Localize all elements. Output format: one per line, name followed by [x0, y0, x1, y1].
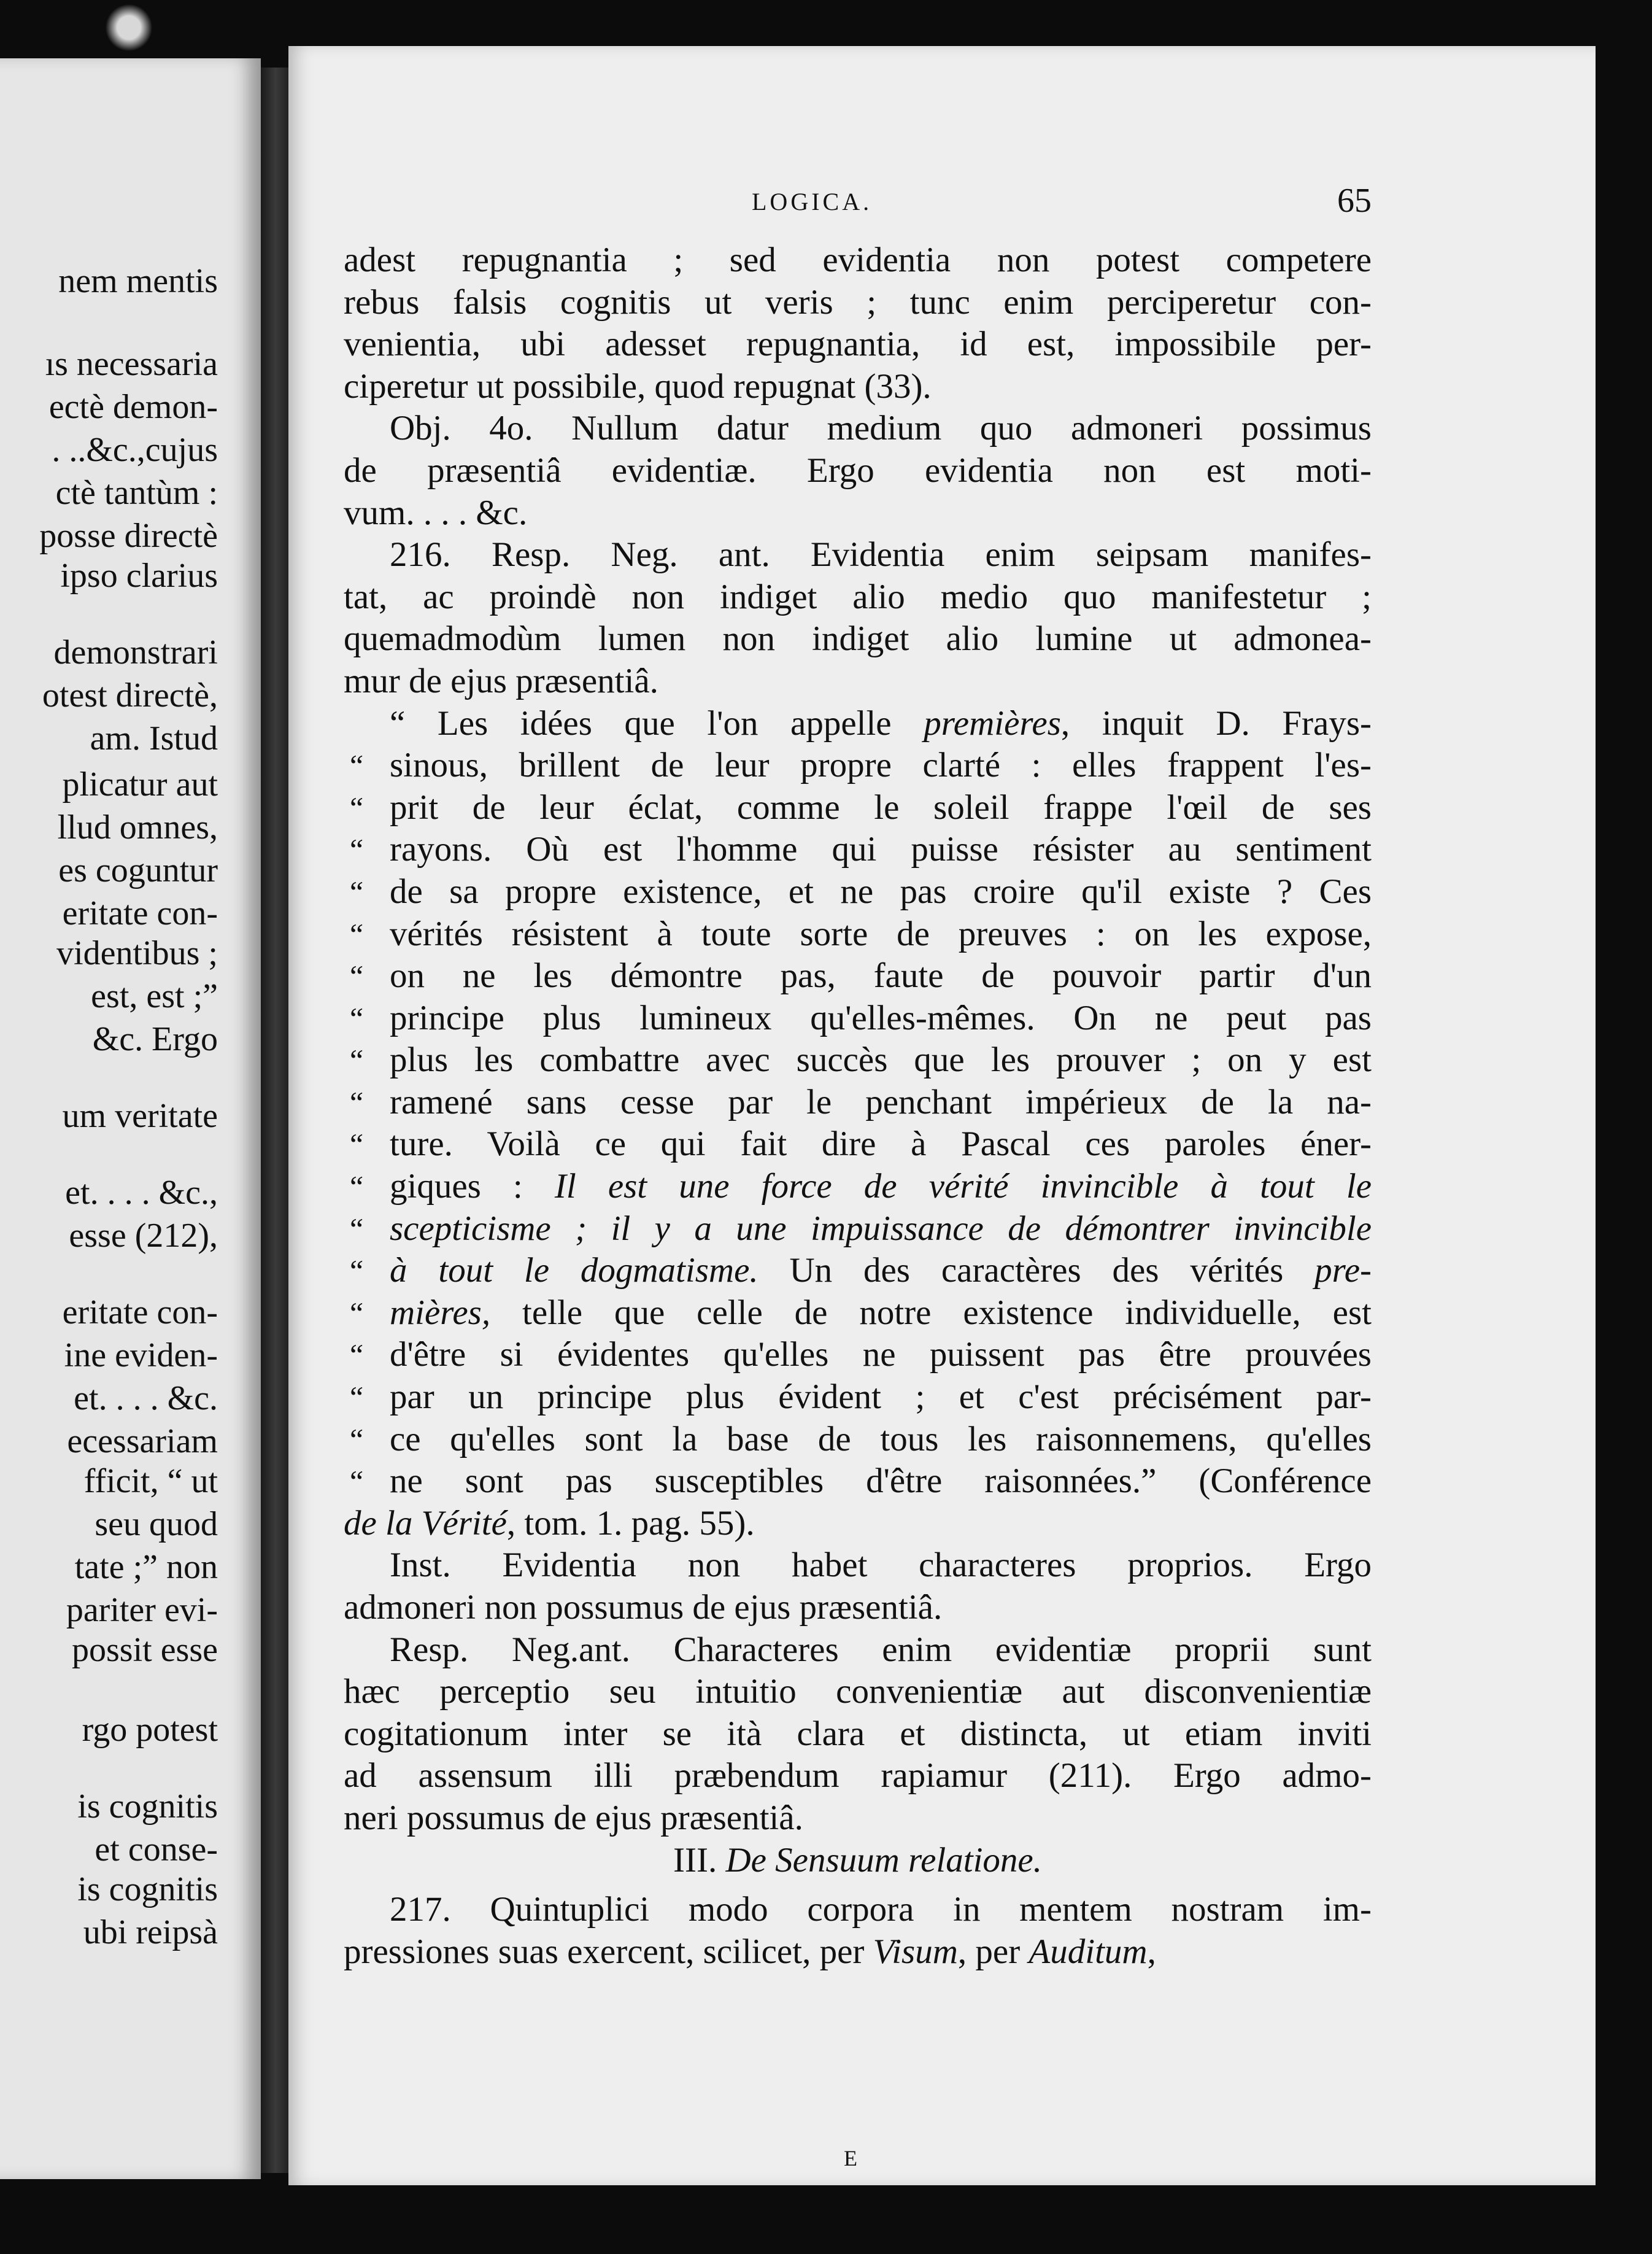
body-line	[344, 1208, 1372, 1250]
body-line: “ on ne les démontre pas, faute de pouvoir partir d'un	[344, 955, 1372, 997]
body-line: “ sinous, brillent de leur propre clarté : elles frappent l'es-	[344, 745, 1372, 787]
running-head: LOGICA.	[752, 188, 873, 215]
left-page-line: possit esse	[72, 1631, 218, 1669]
italic-text: à tout le dogmatisme.	[390, 1251, 758, 1290]
body-line: adest repugnantia ; sed evidentia non potest competere	[344, 241, 1372, 279]
body-line: “ d'être si évidentes qu'elles ne puissent pas être prouvées	[344, 1334, 1372, 1376]
body-line: de præsentiâ evidentiæ. Ergo evidentia non est moti-	[344, 451, 1372, 490]
left-page-line: ine eviden-	[64, 1336, 218, 1374]
body-line: tat, ac proindè non indiget alio medio quo manifestetur ;	[344, 577, 1372, 616]
left-page-line: rgo potest	[82, 1711, 218, 1749]
body-line: “ mières, telle que celle de notre existence individuelle, est	[344, 1292, 1372, 1334]
left-page-line: est, est ;”	[91, 977, 218, 1015]
body-line: mur de ejus præsentiâ.	[344, 661, 658, 700]
body-line: “ giques : Il est une force de vérité invincible à tout le	[344, 1166, 1372, 1208]
left-page-line: ecessariam	[67, 1422, 218, 1460]
body-line: “ plus les combattre avec succès que les prouver ; on y est	[344, 1039, 1372, 1082]
italic-text: mières,	[390, 1293, 491, 1332]
italic-text: scepticisme ; il y a une impuissance de démontrer invincible	[390, 1209, 1372, 1248]
left-page-line: pariter evi-	[66, 1591, 218, 1629]
left-page-line: et conse-	[95, 1830, 218, 1869]
body-line: venientia, ubi adesset repugnantia, id est, impossibile per-	[344, 325, 1372, 364]
body-line: “ vérités résistent à toute sorte de preuves : on les expose,	[344, 913, 1372, 956]
body-line: ad assensum illi præbendum rapiamur (211). Ergo admo-	[344, 1756, 1372, 1795]
body-line: hæc perceptio seu intuitio convenientiæ aut disconvenientiæ	[344, 1672, 1372, 1711]
left-page-line: fficit, “ ut	[83, 1462, 218, 1500]
body-line: “ ture. Voilà ce qui fait dire à Pascal ces paroles éner-	[344, 1123, 1372, 1166]
left-page-line: et. . . . &c.,	[65, 1174, 218, 1212]
body-line: ciperetur ut possibile, quod repugnat (33).	[344, 366, 932, 406]
body-line: 216. Resp. Neg. ant. Evidentia enim seipsam manifes-	[390, 535, 1372, 575]
printer-signature-mark: E	[844, 2146, 857, 2171]
left-page-line: . ..&c.,cujus	[52, 431, 218, 469]
left-page-line: ipso clarius	[60, 557, 218, 595]
left-page-line: nem mentis	[58, 262, 218, 300]
italic-text: Auditum	[1029, 1932, 1148, 1971]
left-page-line: otest directè,	[42, 676, 218, 715]
left-page-line: ubi reipsà	[83, 1913, 218, 1951]
left-page-line: seu quod	[95, 1505, 218, 1543]
left-page-line: ctè tantùm :	[55, 474, 218, 512]
body-line: “ de sa propre existence, et ne pas croire qu'il existe ? Ces	[344, 871, 1372, 913]
body-line: rebus falsis cognitis ut veris ; tunc enim perciperetur con-	[344, 282, 1372, 322]
italic-text: Il est une force de vérité invincible à tout le	[554, 1167, 1372, 1206]
page-body-text	[344, 239, 1372, 1973]
left-page-line: videntibus ;	[56, 934, 218, 972]
torn-paper-corner	[101, 0, 156, 55]
left-page-line: am. Istud	[90, 719, 218, 757]
body-line: “ rayons. Où est l'homme qui puisse résister au sentiment	[344, 829, 1372, 871]
italic-text: pre-	[1314, 1251, 1372, 1290]
body-line: quemadmodùm lumen non indiget alio lumine ut admonea-	[344, 619, 1372, 659]
body-line: Resp. Neg.ant. Characteres enim evidentiæ proprii sunt	[390, 1630, 1372, 1669]
page-number: 65	[1337, 182, 1372, 220]
body-line: Obj. 4o. Nullum datur medium quo admoneri possimus	[390, 409, 1372, 448]
body-line: vum. . . . &c.	[344, 493, 528, 532]
left-page-line: tate ;” non	[74, 1548, 218, 1586]
body-line: neri possumus de ejus præsentiâ.	[344, 1798, 803, 1837]
left-page	[0, 58, 261, 2179]
body-line: “ par un principe plus évident ; et c'est précisément par-	[344, 1376, 1372, 1419]
italic-text: de la Vérité	[344, 1503, 507, 1543]
left-page-line: eritate con-	[62, 894, 218, 932]
body-line: “ ne sont pas susceptibles d'être raisonnées.” (Conférence	[344, 1460, 1372, 1503]
body-line: “ à tout le dogmatisme. Un des caractères des vérités pre-	[344, 1250, 1372, 1292]
left-page-line: demonstrari	[53, 633, 218, 672]
left-page-line: is cognitis	[77, 1787, 218, 1826]
left-page-line: is cognitis	[77, 1870, 218, 1908]
left-page-line: esse (212),	[69, 1217, 218, 1255]
body-line: 217. Quintuplici modo corpora in mentem nostram im-	[390, 1890, 1372, 1929]
left-page-line: eritate con-	[62, 1293, 218, 1331]
left-page-line: um veritate	[62, 1097, 218, 1135]
left-page-line: llud omnes,	[57, 808, 218, 846]
body-line: III. De Sensuum relatione.	[673, 1840, 1042, 1880]
left-page-line: es coguntur	[58, 851, 218, 889]
left-page-line: et. . . . &c.	[74, 1379, 218, 1417]
italic-text: premières	[924, 703, 1061, 743]
body-line: cogitationum inter se ità clara et distincta, ut etiam inviti	[344, 1714, 1372, 1753]
italic-text: Visum	[873, 1932, 958, 1971]
page-header	[752, 181, 1372, 230]
left-page-line: plicatur aut	[62, 765, 218, 804]
left-page-line: &c. Ergo	[92, 1020, 218, 1058]
italic-text: De Sensuum relatione.	[725, 1840, 1042, 1880]
body-line: “ principe plus lumineux qu'elles-mêmes. On ne peut pas	[344, 997, 1372, 1040]
left-page-line: ectè demon-	[48, 388, 218, 426]
body-line: Inst. Evidentia non habet characteres proprios. Ergo	[390, 1546, 1372, 1585]
body-line: “ Les idées que l'on appelle premières, inquit D. Frays-	[390, 703, 1372, 743]
left-page-line: posse directè	[39, 517, 218, 555]
body-line: admoneri non possumus de ejus præsentiâ.	[344, 1588, 943, 1627]
body-line: de la Vérité, tom. 1. pag. 55).	[344, 1503, 755, 1543]
body-line: “ ce qu'elles sont la base de tous les raisonnemens, qu'elles	[344, 1419, 1372, 1461]
body-line: “ ramené sans cesse par le penchant impérieux de la na-	[344, 1082, 1372, 1124]
body-line: pressiones suas exercent, scilicet, per Visum, per Auditum,	[344, 1932, 1156, 1971]
left-page-line: ıs necessaria	[45, 345, 218, 383]
body-line: “ prit de leur éclat, comme le soleil frappe l'œil de ses	[344, 787, 1372, 829]
